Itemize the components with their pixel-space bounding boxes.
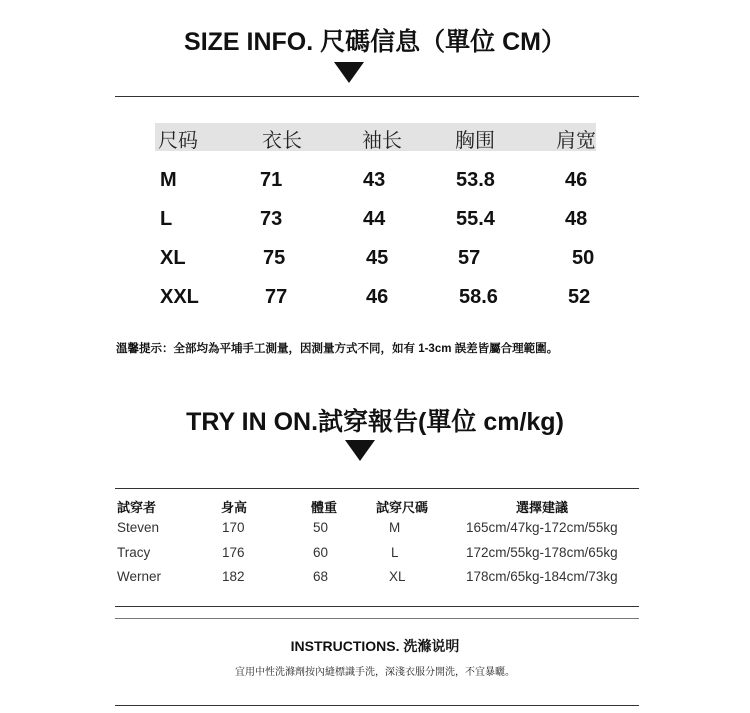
instructions-title: INSTRUCTIONS. 洗滌说明 <box>290 638 460 654</box>
size-cell: 55.4 <box>456 208 495 230</box>
try-cell: 60 <box>313 545 329 560</box>
size-cell: 45 <box>366 247 389 269</box>
size-header-chest: 胸围 <box>455 128 495 152</box>
size-cell: 53.8 <box>456 169 495 191</box>
try-header-weight: 體重 <box>311 500 338 515</box>
divider <box>115 618 639 619</box>
size-cell: 77 <box>265 286 288 308</box>
size-cell: 43 <box>363 169 386 191</box>
size-header-length: 衣长 <box>262 128 302 152</box>
size-cell: XXL <box>160 286 199 308</box>
try-cell: 165cm/47kg-172cm/55kg <box>466 520 618 535</box>
size-info-title: SIZE INFO. 尺碼信息（單位 CM） <box>184 28 566 56</box>
size-table <box>0 0 750 320</box>
size-cell: 46 <box>565 169 588 191</box>
size-cell: 44 <box>363 208 386 230</box>
try-header-suggestion: 選擇建議 <box>516 500 569 515</box>
size-cell: 75 <box>263 247 286 269</box>
try-on-table <box>0 490 750 590</box>
size-header-sleeve: 袖长 <box>362 128 402 152</box>
size-header-shoulder: 肩宽 <box>556 128 596 152</box>
size-cell: 57 <box>458 247 481 269</box>
try-cell: Tracy <box>117 545 151 560</box>
try-on-title: TRY IN ON.試穿報告(單位 cm/kg) <box>186 408 564 436</box>
size-cell: 71 <box>260 169 283 191</box>
try-cell: L <box>391 545 399 560</box>
divider <box>115 705 639 706</box>
measurement-note: 溫馨提示：全部均為平埔手工測量，因測量方式不同，如有 1-3cm 誤差皆屬合理範圍。 <box>116 343 559 355</box>
try-cell: Werner <box>117 569 162 584</box>
size-cell: L <box>160 208 173 230</box>
size-cell: 50 <box>572 247 595 269</box>
try-cell: 170 <box>222 520 245 535</box>
try-header-size: 試穿尺碼 <box>376 500 429 515</box>
try-cell: 68 <box>313 569 329 584</box>
down-triangle-icon <box>345 440 375 461</box>
size-cell: 46 <box>366 286 389 308</box>
size-cell: 58.6 <box>459 286 498 308</box>
try-header-name: 試穿者 <box>117 500 157 515</box>
size-header-size: 尺码 <box>158 128 198 152</box>
try-cell: 182 <box>222 569 245 584</box>
divider <box>115 606 639 607</box>
try-cell: M <box>389 520 401 535</box>
try-cell: XL <box>389 569 406 584</box>
divider <box>115 488 639 489</box>
size-cell: M <box>160 169 177 191</box>
try-cell: Steven <box>117 520 160 535</box>
try-cell: 50 <box>313 520 329 535</box>
size-cell: 73 <box>260 208 283 230</box>
try-header-height: 身高 <box>221 500 248 515</box>
try-cell: 176 <box>222 545 245 560</box>
try-cell: 178cm/65kg-184cm/73kg <box>466 569 618 584</box>
size-cell: XL <box>160 247 186 269</box>
try-cell: 172cm/55kg-178cm/65kg <box>466 545 618 560</box>
size-cell: 48 <box>565 208 588 230</box>
instructions-text: 宜用中性洗滌劑按內縫標識手洗，深淺衣服分開洗，不宜暴曬。 <box>235 667 515 678</box>
size-cell: 52 <box>568 286 591 308</box>
